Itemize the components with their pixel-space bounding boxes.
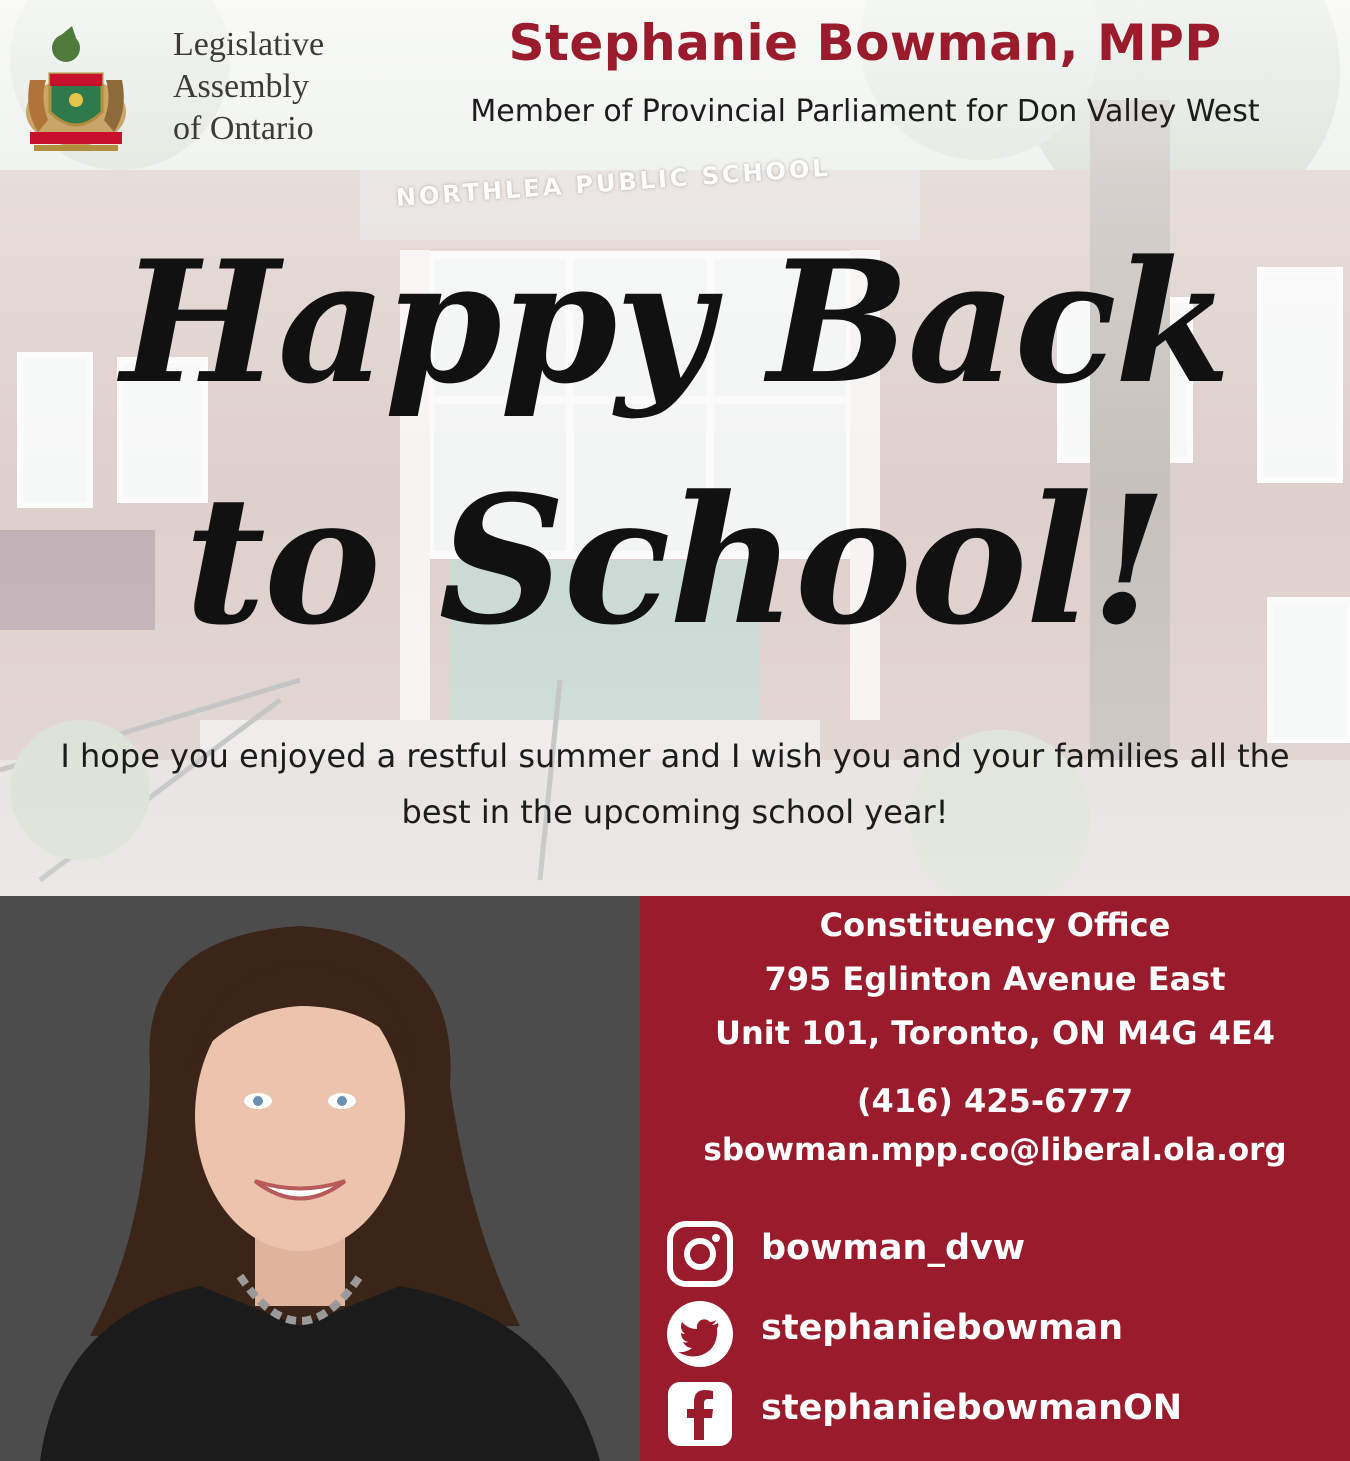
social-instagram [666, 1220, 1326, 1290]
instagram-icon [666, 1220, 734, 1288]
assembly-line-1: Legislative [173, 26, 325, 63]
contact-panel [640, 896, 1350, 1461]
email-address: sbowman.mpp.co@liberal.ola.org [703, 1132, 1287, 1168]
greeting-message: I hope you enjoyed a restful summer and I wish you and your families all the best in the upcoming school year! [60, 737, 1290, 831]
assembly-line-2: Assembly [173, 68, 309, 105]
greeting-line-2: to School! [184, 457, 1166, 664]
twitter-handle: stephaniebowman [761, 1308, 1123, 1348]
assembly-line-3: of Ontario [173, 110, 314, 147]
address-line-2: Unit 101, Toronto, ON M4G 4E4 [715, 1014, 1275, 1052]
phone-number: (416) 425-6777 [856, 1082, 1134, 1120]
greeting-line-1: Happy Back [120, 223, 1230, 421]
twitter-icon [666, 1300, 734, 1368]
mpp-name-heading: Stephanie Bowman, MPP [508, 14, 1222, 72]
mpp-portrait-photo [0, 896, 640, 1461]
constituency-office-block [640, 898, 1350, 1060]
office-label: Constituency Office [819, 906, 1171, 944]
mpp-riding-subtitle: Member of Provincial Parliament for Don Valley West [470, 94, 1260, 129]
portrait-illustration [0, 896, 640, 1461]
instagram-handle: bowman_dvw [761, 1228, 1026, 1268]
facebook-icon [666, 1380, 734, 1448]
social-facebook [666, 1380, 1326, 1450]
ontario-coat-of-arms-logo [16, 20, 136, 152]
social-twitter [666, 1300, 1326, 1370]
school-sign-text: NORTHLEA PUBLIC SCHOOL [395, 153, 832, 212]
address-line-1: 795 Eglinton Avenue East [764, 960, 1226, 998]
legislative-assembly-wordmark [173, 24, 373, 150]
facebook-handle: stephaniebowmanON [761, 1388, 1183, 1428]
